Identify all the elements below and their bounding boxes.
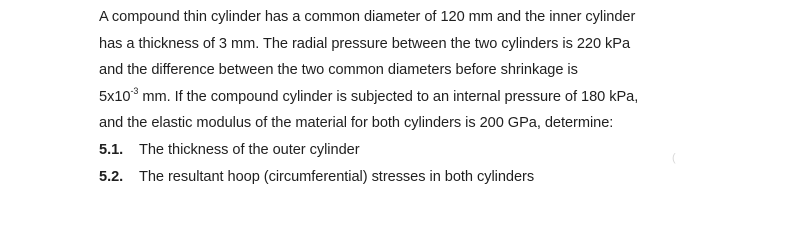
faint-bracket-mark: ( (672, 152, 676, 164)
question-text (99, 4, 799, 190)
list-item-text: The thickness of the outer cylinder (139, 141, 360, 158)
paragraph-line-5: and the elastic modulus of the material for both cylinders is 200 GPa, determine: (99, 115, 614, 132)
exponent-base: 5x10 (99, 88, 131, 105)
paragraph-line-4-rest: mm. If the compound cylinder is subjected to an internal pressure of 180 kPa, (138, 88, 639, 105)
list-item (99, 164, 799, 191)
paragraph-line-4 (99, 84, 799, 111)
paragraph-line-2: has a thickness of 3 mm. The radial pressure between the two cylinders is 220 kPa (99, 35, 631, 52)
list-item-text: The resultant hoop (circumferential) stresses in both cylinders (139, 168, 535, 185)
list-item (99, 137, 799, 164)
paragraph-line-1: A compound thin cylinder has a common diameter of 120 mm and the inner cylinder (99, 9, 636, 25)
exponent-superscript: -3 (130, 85, 139, 96)
list-item-number: 5.2. (99, 168, 124, 185)
list-item-number: 5.1. (99, 141, 124, 158)
paragraph-line-3: and the difference between the two common diameters before shrinkage is (99, 62, 578, 79)
